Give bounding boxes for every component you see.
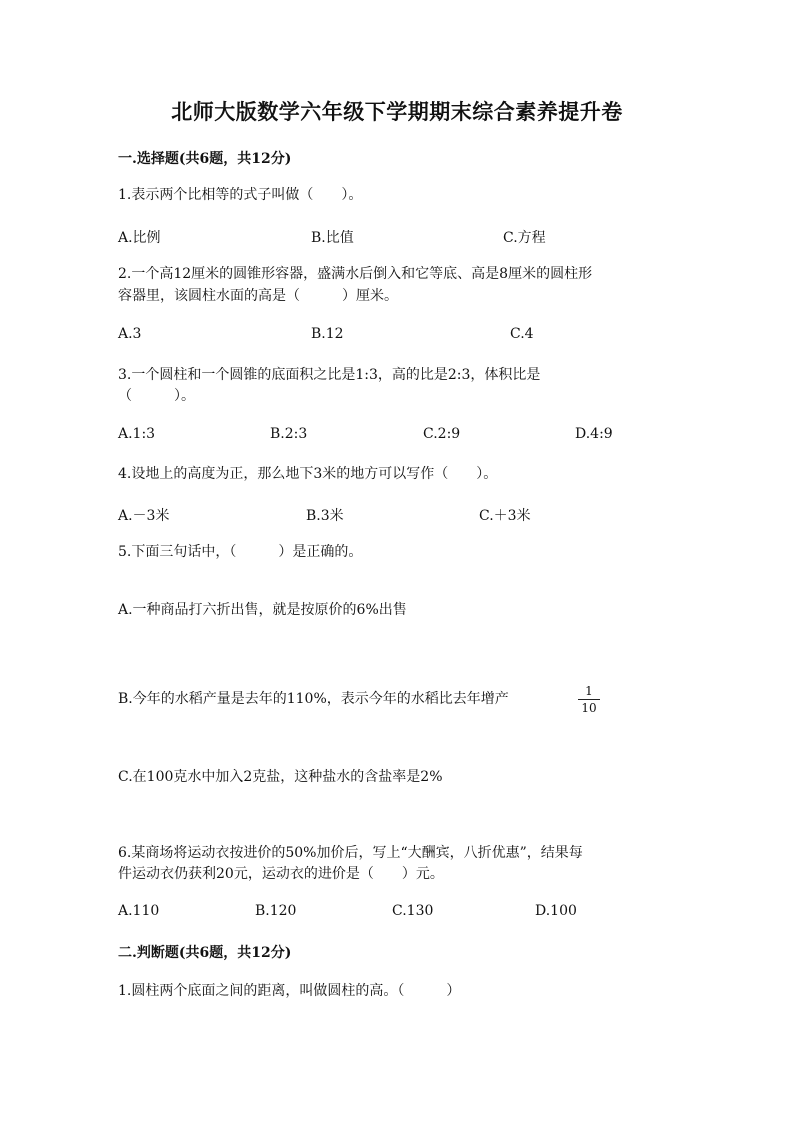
option-6a: A.110 <box>118 903 160 919</box>
page-title: 北师大版数学六年级下学期期末综合素养提升卷 <box>171 99 623 124</box>
option-3b: B.2:3 <box>270 426 308 442</box>
option-6d: D.100 <box>535 903 577 919</box>
fraction-one-tenth <box>578 684 600 715</box>
option-4a: A.－3米 <box>118 508 170 524</box>
option-6b: B.120 <box>255 903 297 919</box>
question-2-line-1: 2.一个高12厘米的圆锥形容器，盛满水后倒入和它等底、高是8厘米的圆柱形 <box>118 266 593 282</box>
question-3-line-2: （ ）。 <box>118 388 195 404</box>
question-6-line-1: 6.某商场将运动衣按进价的50%加价后，写上“大酬宾，八折优惠”，结果每 <box>118 845 583 861</box>
option-4b: B.3米 <box>306 508 344 524</box>
option-5b: B.今年的水稻产量是去年的110%，表示今年的水稻比去年增产 <box>118 691 509 707</box>
option-1c: C.方程 <box>503 230 546 246</box>
option-5a: A.一种商品打六折出售，就是按原价的6%出售 <box>118 602 407 618</box>
option-5c: C.在100克水中加入2克盐，这种盐水的含盐率是2% <box>118 769 443 785</box>
option-3d: D.4:9 <box>575 426 613 442</box>
fraction-numerator: 1 <box>585 684 593 698</box>
option-6c: C.130 <box>392 903 434 919</box>
question-2-line-2: 容器里，该圆柱水面的高是（ ）厘米。 <box>118 288 398 304</box>
option-2c: C.4 <box>510 326 534 342</box>
question-4: 4.设地上的高度为正，那么地下3米的地方可以写作（ ）。 <box>118 466 498 482</box>
option-1b: B.比值 <box>311 230 354 246</box>
option-3c: C.2:9 <box>423 426 461 442</box>
option-2a: A.3 <box>118 326 142 342</box>
fraction-denominator: 10 <box>581 701 597 715</box>
judgement-question-1: 1.圆柱两个底面之间的距离，叫做圆柱的高。（ ） <box>118 983 461 999</box>
question-1: 1.表示两个比相等的式子叫做（ ）。 <box>118 187 363 203</box>
option-1a: A.比例 <box>118 230 161 246</box>
question-6-line-2: 件运动衣仍获利20元，运动衣的进价是（ ）元。 <box>118 866 444 882</box>
section-heading-judgement: 二.判断题(共6题，共12分) <box>118 945 292 961</box>
option-2b: B.12 <box>311 326 344 342</box>
option-3a: A.1:3 <box>118 426 156 442</box>
question-3-line-1: 3.一个圆柱和一个圆锥的底面积之比是1:3，高的比是2:3，体积比是 <box>118 367 541 383</box>
section-heading-choice: 一.选择题(共6题，共12分) <box>118 151 292 167</box>
fraction-bar <box>578 699 600 700</box>
question-5: 5.下面三句话中，（ ）是正确的。 <box>118 544 363 560</box>
option-4c: C.＋3米 <box>479 508 531 524</box>
